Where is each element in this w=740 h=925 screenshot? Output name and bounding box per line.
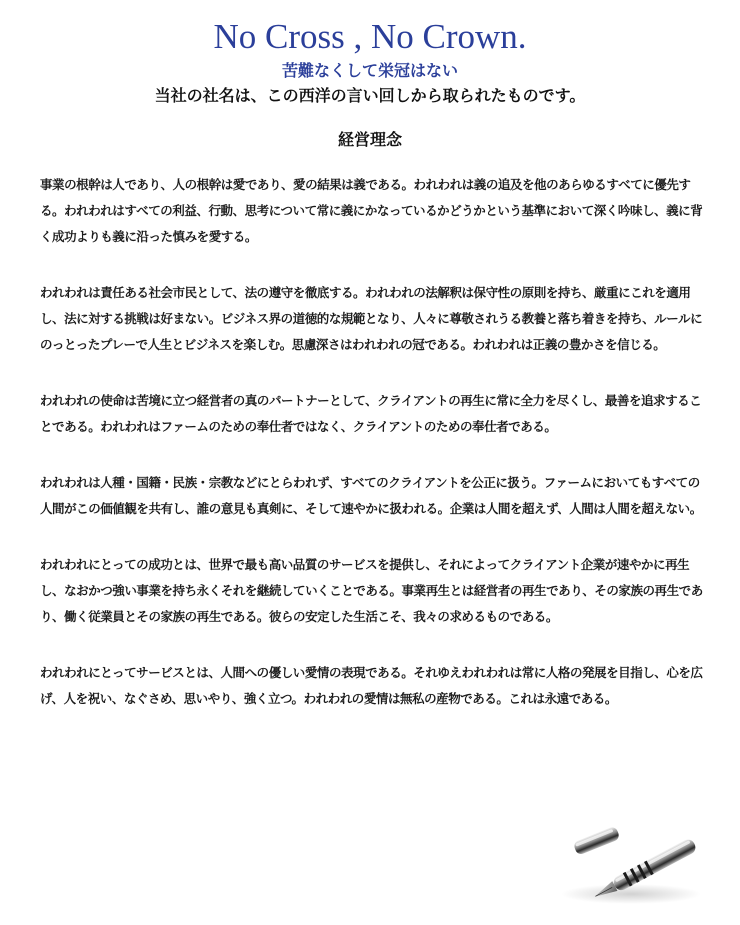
philosophy-paragraph: われわれは人種・国籍・民族・宗教などにとらわれず、すべてのクライアントを公正に扱う。ファームにおいてもすべての人間がこの価値観を共有し、誰の意見も真剣に、そして速やかに扱われる。企業は人間を超えず、人間は人間を超えない。: [40, 475, 702, 516]
motto-japanese: 苦難なくして栄冠はない: [281, 61, 458, 80]
motto-heading: No Cross , No Crown.: [213, 17, 527, 56]
philosophy-paragraph: われわれにとってサービスとは、人間への優しい愛情の表現である。それゆえわれわれは常に人格の発展を目指し、心を広げ、人を祝い、なぐさめ、思いやり、強く立つ。われわれの愛情は無私の産物である。これは永遠である。: [40, 665, 703, 706]
philosophy-paragraph: 事業の根幹は人であり、人の根幹は愛であり、愛の結果は義である。われわれは義の追及を他のあらゆるすべてに優先する。われわれはすべての利益、行動、思考について常に義にかなっているかどうかという基準において深く吟味し、義に背く成功よりも義に沿った慎みを愛する。: [40, 177, 703, 244]
philosophy-body: [40, 172, 710, 742]
philosophy-paragraph: われわれは責任ある社会市民として、法の遵守を徹底する。われわれの法解釈は保守性の原則を持ち、厳重にこれを適用し、法に対する挑戦は好まない。ビジネス界の道徳的な規範となり、人々に尊敬されうる教養と落ち着きを持ち、ルールにのっとったプレーで人生とビジネスを楽しむ。思慮深さはわれわれの冠である。われわれは正義の豊かさを信じる。: [40, 285, 703, 352]
fountain-pen-icon: [556, 820, 706, 910]
section-title: 経営理念: [337, 130, 402, 149]
philosophy-paragraph: われわれの使命は苦境に立つ経営者の真のパートナーとして、クライアントの再生に常に全力を尽くし、最善を追求することである。われわれはファームのための奉仕者ではなく、クライアントのための奉仕者である。: [40, 393, 702, 434]
page-header: [0, 0, 740, 108]
philosophy-paragraph: われわれにとっての成功とは、世界で最も高い品質のサービスを提供し、それによってクライアント企業が速やかに再生し、なおかつ強い事業を持ち永くそれを継続していくことである。事業再生とは経営者の再生であり、その家族の再生であり、働く従業員とその家族の再生である。彼らの安定した生活こそ、我々の求めるものである。: [40, 557, 703, 624]
company-name-note: 当社の社名は、この西洋の言い回しから取られたものです。: [154, 86, 586, 105]
